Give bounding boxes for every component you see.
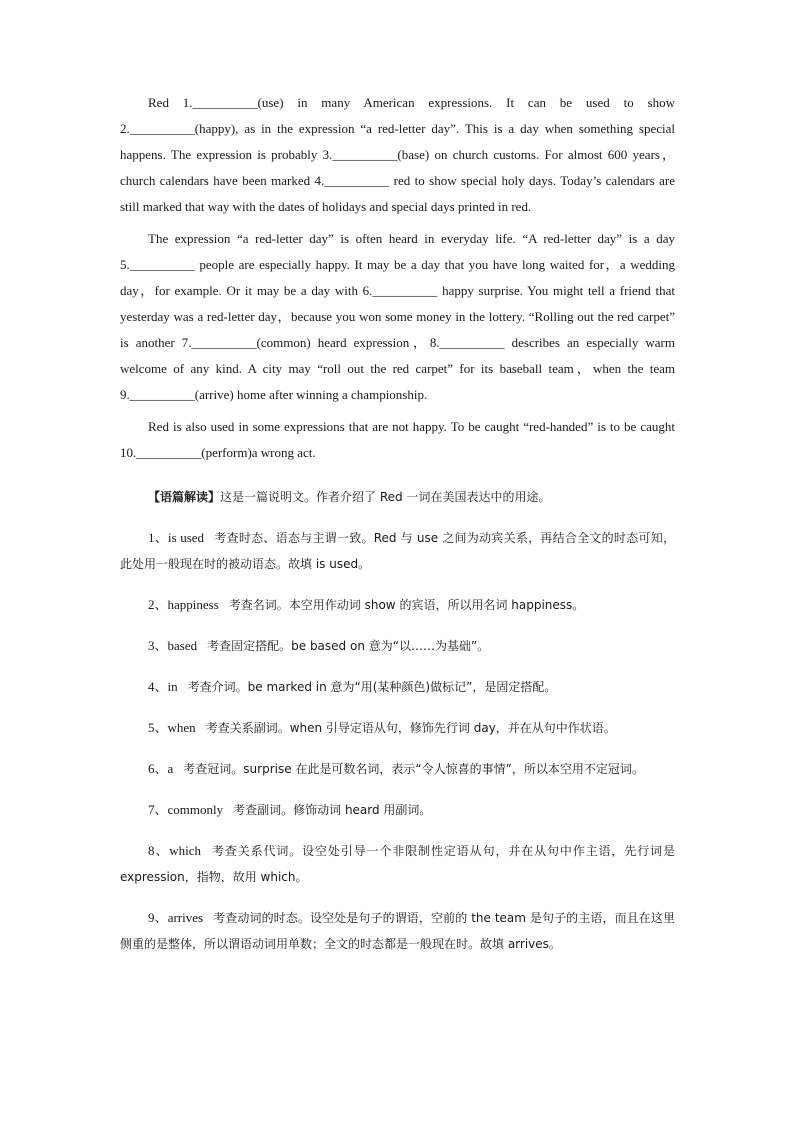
analysis-heading-label: 【语篇解读】: [148, 490, 221, 504]
analysis-section: [120, 484, 675, 957]
item-number: 4、: [148, 679, 168, 694]
item-answer: based: [167, 638, 198, 653]
document-page: [120, 90, 675, 972]
item-explanation: 考查动词的时态。设空处是句子的谓语，空前的 the team 是句子的主语，而且在这里侧重的是整体，所以谓语动词用单数；全文的时态都是一般现在时。故填 arrives。: [120, 911, 675, 951]
passage-paragraph-2: The expression “a red-letter day” is often heard in everyday life. “A red-letter day” is a day 5.__________ people are especially happy. It may be a day that you have long waited for，a wedding day，for example. Or it may be a day with 6.__________ happy surprise. You might tell a friend that yesterday was a red-letter day，because you won some money in the lottery. “Rolling out the red carpet” is another 7.__________(common) heard expression，8.__________ describes an especially warm welcome of any kind. A city may “roll out the red carpet” for its baseball team，when the team 9.__________(arrive) home after winning a championship.: [120, 231, 675, 402]
item-answer: which: [169, 843, 202, 858]
item-explanation: 考查关系副词。when 引导定语从句，修饰先行词 day，并在从句中作状语。: [205, 721, 616, 735]
item-explanation: 考查介词。be marked in 意为“用(某种颜色)做标记”，是固定搭配。: [187, 680, 557, 694]
item-number: 2、: [148, 597, 168, 612]
item-answer: arrives: [167, 910, 204, 925]
item-number: 6、: [148, 761, 168, 776]
item-answer: commonly: [167, 802, 224, 817]
item-explanation: 考查时态、语态与主谓一致。Red 与 use 之间为动宾关系，再结合全文的时态可知，此处用一般现在时的被动语态。故填 is used。: [120, 531, 675, 571]
analysis-item-6: [120, 756, 675, 782]
analysis-item-3: [120, 633, 675, 659]
analysis-heading-text: 这是一篇说明文。作者介绍了 Red 一词在美国表达中的用途。: [220, 490, 551, 504]
item-number: 7、: [148, 802, 168, 817]
analysis-item-4: [120, 674, 675, 700]
item-answer: happiness: [167, 597, 219, 612]
item-answer: when: [167, 720, 196, 735]
analysis-item-5: [120, 715, 675, 741]
item-explanation: 考查名词。本空用作动词 show 的宾语，所以用名词 happiness。: [228, 598, 585, 612]
item-explanation: 考查副词。修饰动词 heard 用副词。: [233, 803, 432, 817]
item-number: 3、: [148, 638, 168, 653]
analysis-item-9: [120, 905, 675, 957]
analysis-item-1: [120, 525, 675, 577]
item-explanation: 考查固定搭配。be based on 意为“以……为基础”。: [207, 639, 490, 653]
item-number: 9、: [148, 910, 168, 925]
item-answer: in: [167, 679, 178, 694]
item-answer: a: [167, 761, 174, 776]
analysis-item-8: [120, 838, 675, 890]
analysis-item-2: [120, 592, 675, 618]
item-number: 8、: [148, 843, 170, 858]
item-number: 5、: [148, 720, 168, 735]
analysis-heading: [120, 484, 675, 510]
analysis-item-7: [120, 797, 675, 823]
item-answer: is used: [168, 530, 205, 545]
item-number: 1、: [148, 530, 169, 545]
item-explanation: 考查冠词。surprise 在此是可数名词，表示“令人惊喜的事情”，所以本空用不定冠词。: [183, 762, 644, 776]
passage-paragraph-3: Red is also used in some expressions that are not happy. To be caught “red-handed” is to be caught 10.__________(perform)a wrong act.: [120, 419, 675, 460]
passage-paragraph-1: Red 1.__________(use) in many American expressions. It can be used to show 2.__________(happy), as in the expression “a red-letter day”. This is a day when something special happens. The expression is probably 3.__________(base) on church customs. For almost 600 years，church calendars have been marked 4.__________ red to show special holy days. Today’s calendars are still marked that way with the dates of holidays and special days printed in red.: [120, 95, 675, 214]
item-explanation: 考查关系代词。设空处引导一个非限制性定语从句，并在从句中作主语，先行词是 expression，指物，故用 which。: [120, 844, 675, 884]
